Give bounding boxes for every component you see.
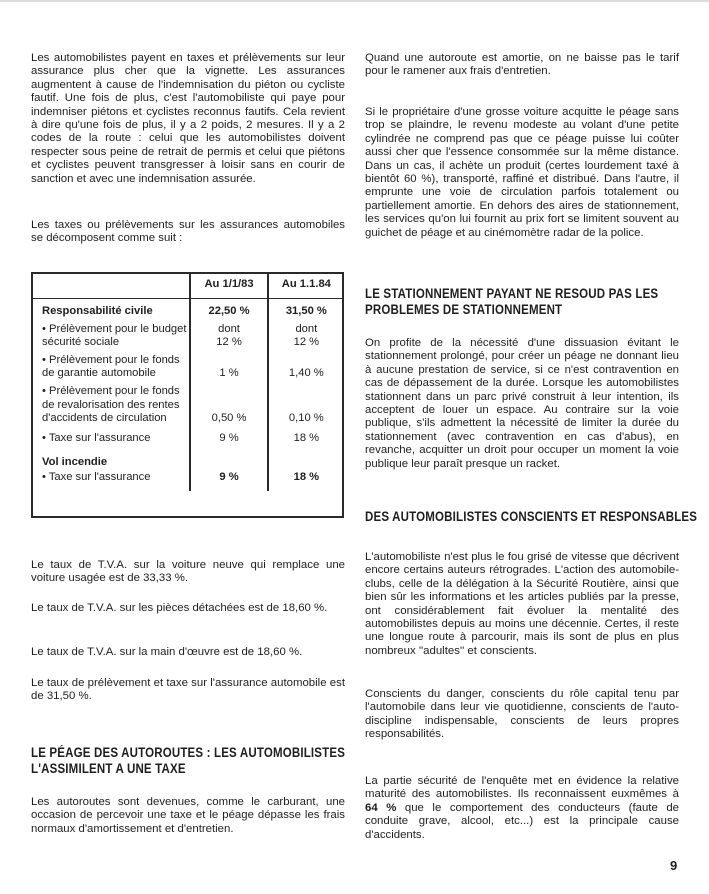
right-paragraph-6-highlight: 64 % [365,801,397,814]
row-taxe-assurance-rc-label: • Taxe sur l'assurance [42,431,151,444]
row-revalorisation-label: • Prélèvement pour le fonds de revalorisation des rentes d'accidents de circulation [42,385,180,424]
right-paragraph-6 [365,775,679,842]
heading-peage-autoroutes [31,745,345,777]
row-taxe-assurance-vi-1983: 9 % [190,469,267,490]
row-revalorisation-1983: 0,50 % [190,380,267,425]
row-vol-incendie-label: Vol incendie [42,456,108,469]
heading-automobilistes-conscients-text: DES AUTOMOBILISTES CONSCIENTS ET RESPONSABLES [365,509,698,524]
left-paragraph-5: Le taux de T.V.A. sur la main d'œuvre est de 18,60 %. [31,646,303,658]
right-paragraph-3: On profite de la nécessité d'une dissuasion évitant le stationnement prolongé, pour créer un péage ne donnant lieu à aucune prestation de service, si ce n'est contravention en cas de dépassement de la durée. Lorsque les automobilistes stationnent dans un parc privé construit à leur intention, ils acceptent de louer un espace. Au contraire sur la voie publique, s'ils admettent la nécessité de limiter la durée du stationnement (avec contravention en cas d'abus), en revanche, acquitter un droit pour occuper un moment la voie publique leur paraît presque un racket. [365,337,679,470]
page-number: 9 [670,858,678,873]
heading-peage-line-2: L'ASSIMILENT A UNE TAXE [31,761,186,776]
right-paragraph-1: Quand une autoroute est amortie, on ne baisse pas le tarif pour le ramener aux frais d'entretien. [365,52,679,78]
row-fonds-garantie-label: • Prélèvement pour le fonds de garantie automobile [42,353,180,380]
left-paragraph-6: Le taux de prélèvement et taxe sur l'assurance automobile est de 31,50 %. [31,677,345,703]
row-securite-sociale-dont-1984: dont [295,322,318,335]
heading-stationnement-line-2: PROBLEMES DE STATIONNEMENT [365,302,563,317]
top-rule [0,0,709,2]
row-taxe-assurance-vi-1984: 18 % [268,469,344,490]
row-taxe-assurance-rc-1984: 18 % [268,425,344,445]
row-securite-sociale-1984: 12 % [293,335,320,348]
row-revalorisation-1984: 0,10 % [268,380,344,425]
table-header-1984: Au 1.1.84 [268,272,344,299]
left-paragraph-7: Les autoroutes sont devenues, comme le carburant, une occasion de percevoir une taxe et le péage dépasse les frais normaux d'amortissement et d'entretien. [31,796,345,835]
insurance-tax-table [31,272,344,491]
row-responsabilite-civile-1983: 22,50 % [190,299,267,321]
heading-automobilistes-conscients [365,509,697,525]
right-paragraph-2: Si le propriétaire d'une grosse voiture acquitte le péage sans trop se plaindre, le revenu modeste au volant d'une petite cylindrée ne comprend pas que ce péage puisse lui coûter aussi cher que l'essence consommée sur la même distance. Dans un cas, il achète un produit (certes lourdement taxé à bientôt 60 %), transporté, raffiné et distribué. Dans l'autre, il emprunte une voie de circulation parfois totalement ou partiellement amortie. En dehors des aires de stationnement, les services qu'on lui fournit au prix fort se limitent souvent au guichet de péage et au cinémomètre radar de la police. [365,106,679,239]
heading-stationnement [365,286,658,318]
right-paragraph-6-part-1: La partie sécurité de l'enquête met en évidence la relative maturité des automobilistes. Ils reconnaissent euxmêmes à [365,775,679,801]
table-header-1983: Au 1/1/83 [190,272,267,299]
right-paragraph-5: Conscients du danger, conscients du rôle capital tenu par l'automobile dans leur vie quotidienne, conscients de l'auto-discipline indispensable, conscients de leurs propres responsabilités. [365,688,679,741]
row-fonds-garantie-1984: 1,40 % [268,349,344,380]
left-paragraph-1: Les automobilistes payent en taxes et prélèvements sur leur assurance plus cher que la vignette. Les assurances augmentent à cause de l'indemnisation du piéton ou cycliste fautif. Une fois de plus, c'est l'automobiliste qui paye pour indemniser piétons et cyclistes reconnus fautifs. Cela revient à dire qu'une fois de plus, il y a 2 poids, 2 mesures. Il y a 2 codes de la route : celui que les automobilistes doivent respecter sous peine de retrait de permis et celui que piétons et cyclistes peuvent transgresser à loisir sans en courir de sanction et avec une indemnisation assurée. [31,52,345,185]
row-securite-sociale-label: • Prélèvement pour le budget sécurité sociale [42,322,187,348]
row-securite-sociale-dont-1983: dont [218,322,240,335]
row-securite-sociale-1983: 12 % [216,335,242,348]
table-header-empty [31,272,190,299]
right-paragraph-6-part-2: que le comportement des conducteurs (faute de conduite grave, alcool, etc...) est la principale cause d'accidents. [365,801,679,841]
row-responsabilite-civile-1984: 31,50 % [268,299,344,321]
row-fonds-garantie-1983: 1 % [190,349,267,380]
heading-peage-line-1: LE PÉAGE DES AUTOROUTES : LES AUTOMOBILISTES [31,745,346,760]
left-paragraph-2: Les taxes ou prélèvements sur les assurances automobiles se décomposent comme suit : [31,219,345,245]
row-taxe-assurance-rc-1983: 9 % [190,425,267,445]
left-paragraph-3: Le taux de T.V.A. sur la voiture neuve qui remplace une voiture usagée est de 33,33 %. [31,559,345,585]
row-taxe-assurance-vi-label: • Taxe sur l'assurance [42,471,151,484]
right-paragraph-4: L'automobiliste n'est plus le fou grisé de vitesse que décrivent encore certains auteurs rétrogrades. L'action des automobile-clubs, celle de la délégation à la Sécurité Routière, ainsi que bien sûr les informations et les articles publiés par la presse, ont considérablement fait évoluer la mentalité des automobilistes depuis au moins une décennie. Certes, il reste une longue route à parcourir, mais ils sont de plus en plus nombreux ''adultes'' et conscients. [365,551,679,657]
left-paragraph-4: Le taux de T.V.A. sur les pièces détachées est de 18,60 %. [31,602,328,614]
row-responsabilite-civile-label: Responsabilité civile [42,305,153,317]
heading-stationnement-line-1: LE STATIONNEMENT PAYANT NE RESOUD PAS LES [365,286,659,301]
